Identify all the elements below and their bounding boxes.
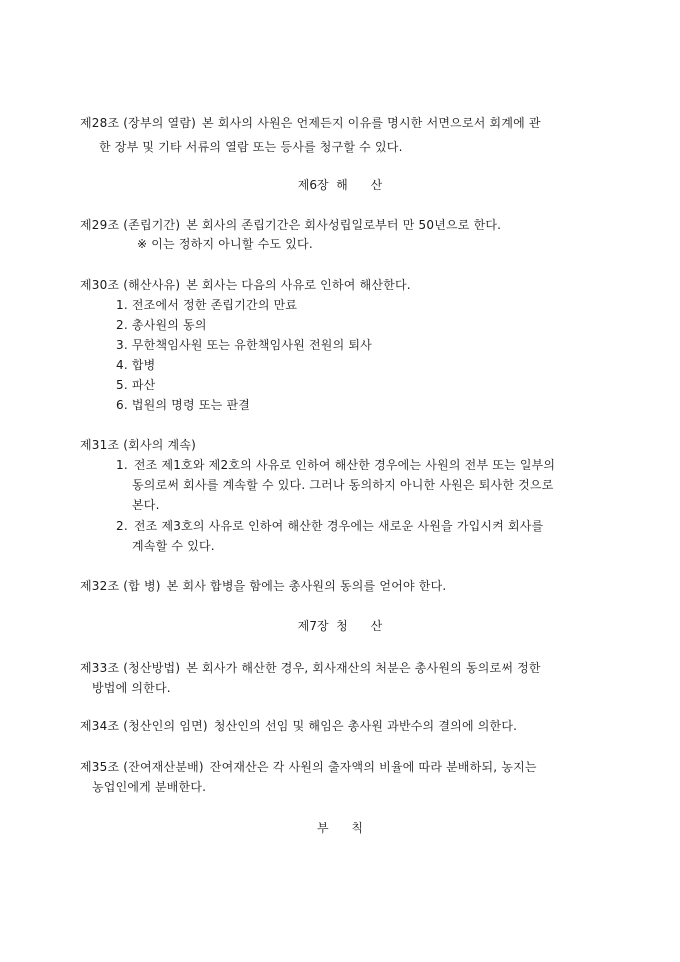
article-28 (80, 115, 541, 131)
article-heading: 제34조 (청산인의 임면) (80, 719, 208, 733)
list-item-continuation: 본다. (132, 498, 160, 512)
chapter-7-title: 제7장 청 산 (297, 619, 383, 633)
list-item: 4. 합병 (116, 358, 156, 372)
list-item-continuation: 계속할 수 있다. (132, 539, 215, 553)
list-item: 5. 파산 (116, 378, 156, 392)
list-item-text: 전조 제3호의 사유로 인하여 해산한 경우에는 새로운 사원을 가입시켜 회사를 (133, 519, 544, 533)
article-heading: 제28조 (장부의 열람) (80, 116, 197, 130)
list-item (116, 457, 555, 473)
article-35-continuation: 농업인에게 분배한다. (92, 780, 207, 794)
list-item (116, 518, 543, 534)
article-text: 본 회사의 사원은 언제든지 이유를 명시한 서면으로서 회계에 관 (202, 116, 541, 130)
list-item-text: 전조 제1호와 제2호의 사유로 인하여 해산한 경우에는 사원의 전부 또는 일부의 (133, 458, 556, 472)
article-text: 본 회사의 존립기간은 회사성립일로부터 만 50년으로 한다. (186, 218, 502, 232)
article-31-heading: 제31조 (회사의 계속) (80, 438, 197, 452)
article-heading: 제29조 (존립기간) (80, 218, 181, 232)
article-text: 본 회사 합병을 함에는 총사원의 동의를 얻어야 한다. (166, 579, 447, 593)
list-item-continuation: 동의로써 회사를 계속할 수 있다. 그러나 동의하지 아니한 사원은 퇴사한 것으로 (132, 478, 554, 492)
article-heading: 제32조 (합 병) (80, 579, 161, 593)
list-item-number: 2. (116, 519, 128, 533)
article-33 (80, 660, 541, 676)
article-34 (80, 718, 517, 734)
list-item: 1. 전조에서 정한 존립기간의 만료 (116, 298, 298, 312)
appendix-title: 부 칙 (316, 821, 364, 835)
list-item: 6. 법원의 명령 또는 판결 (116, 398, 251, 412)
article-heading: 제33조 (청산방법) (80, 661, 181, 675)
list-item-number: 1. (116, 458, 128, 472)
article-29-note: ※ 이는 정하지 아니할 수도 있다. (137, 237, 313, 251)
article-text: 본 회사는 다음의 사유로 인하여 해산한다. (186, 278, 411, 292)
article-28-continuation: 한 장부 및 기타 서류의 열람 또는 등사를 청구할 수 있다. (99, 140, 403, 154)
article-text: 본 회사가 해산한 경우, 회사재산의 처분은 총사원의 동의로써 정한 (186, 661, 541, 675)
list-item: 2. 총사원의 동의 (116, 318, 207, 332)
list-item: 3. 무한책임사원 또는 유한책임사원 전원의 퇴사 (116, 338, 372, 352)
article-32 (80, 578, 446, 594)
article-29 (80, 217, 501, 233)
article-text: 잔여재산은 각 사원의 출자액의 비율에 따라 분배하되, 농지는 (209, 760, 537, 774)
article-33-continuation: 방법에 의한다. (92, 681, 171, 695)
article-35 (80, 759, 537, 775)
article-heading: 제30조 (해산사유) (80, 278, 181, 292)
article-text: 청산인의 선임 및 해임은 총사원 과반수의 결의에 의한다. (213, 719, 518, 733)
article-30 (80, 277, 411, 293)
chapter-6-title: 제6장 해 산 (297, 178, 383, 192)
article-heading: 제35조 (잔여재산분배) (80, 760, 204, 774)
